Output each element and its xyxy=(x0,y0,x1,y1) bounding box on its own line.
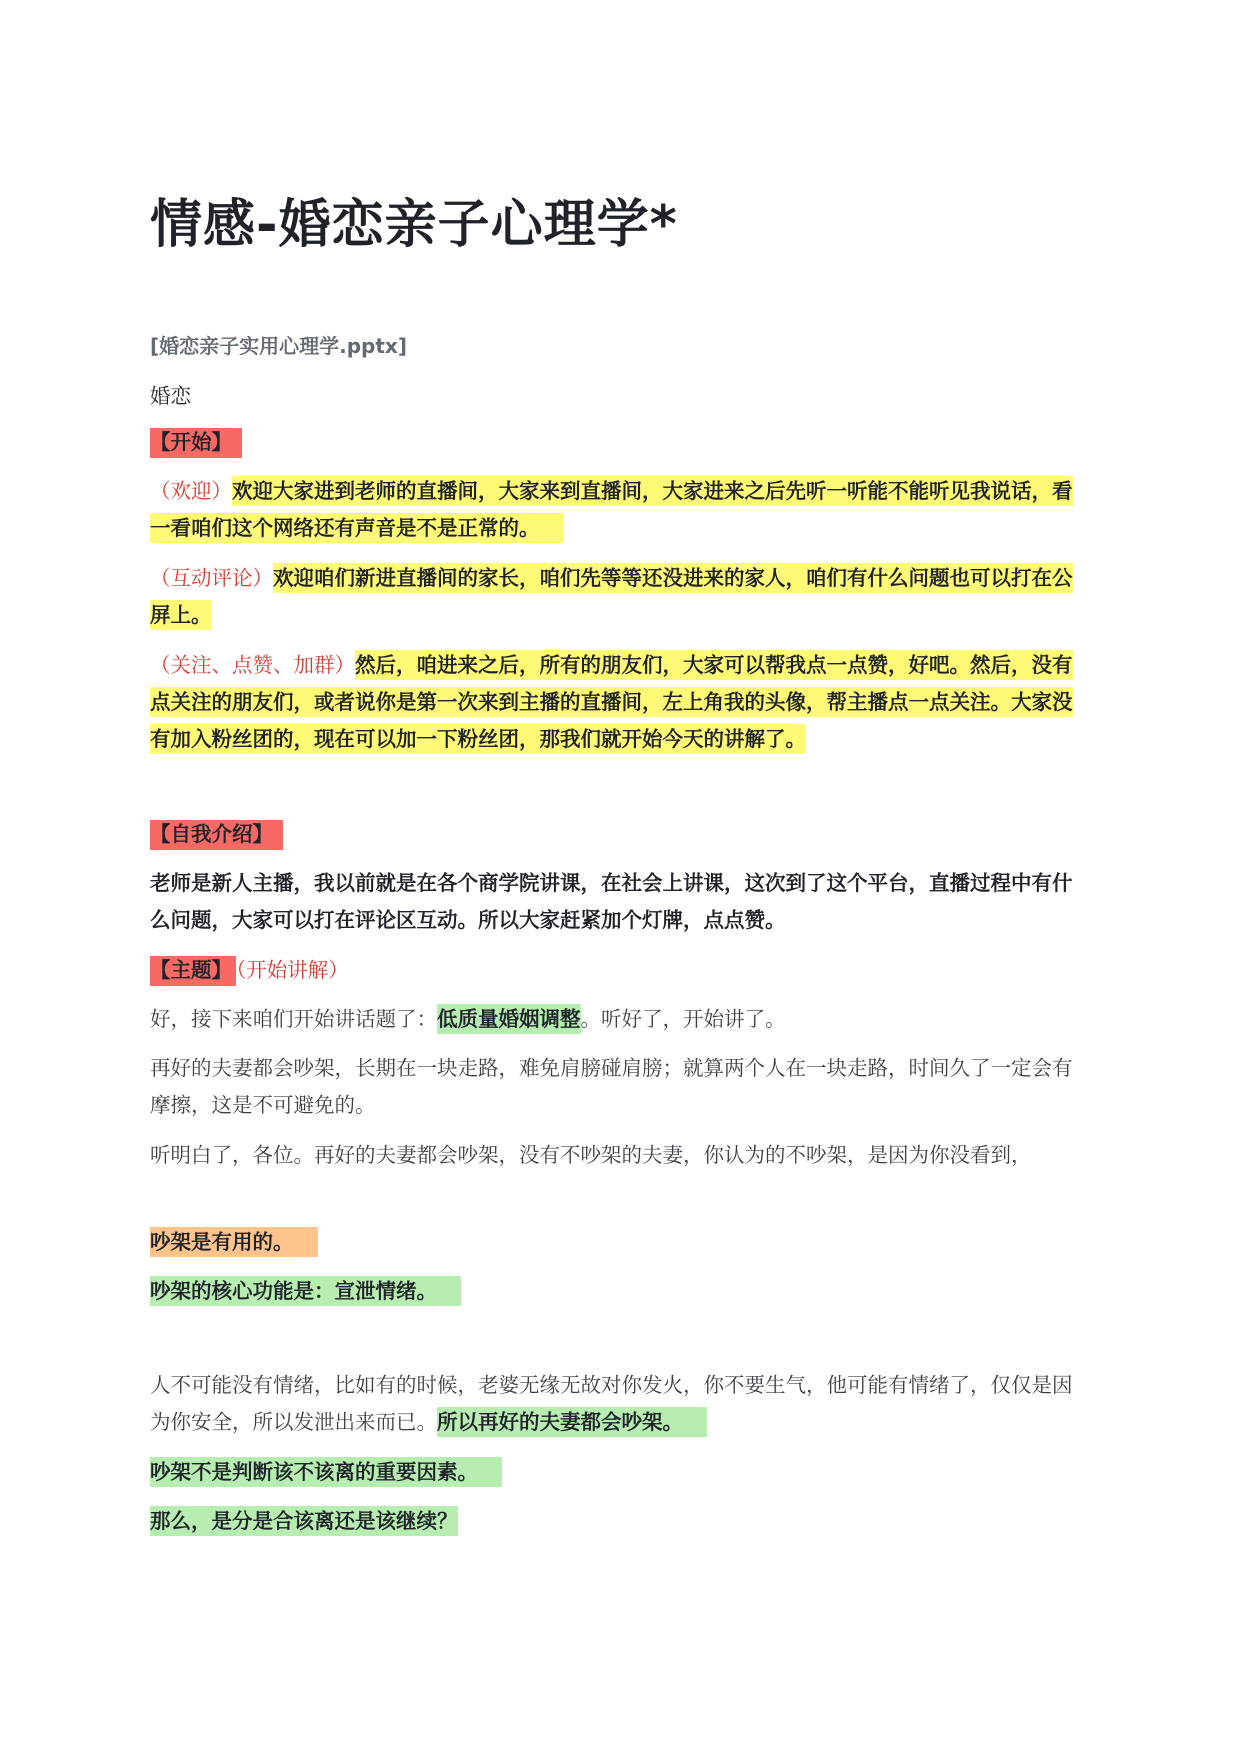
interact-paragraph xyxy=(150,560,1090,634)
paragraph-3-text: 人不可能没有情绪，比如有的时候，老婆无缘无故对你发火，你不要生气，他可能有情绪了，仅仅是因为你安全，所以发泄出来而已。 xyxy=(150,1373,1073,1434)
follow-label: （关注、点赞、加群） xyxy=(150,653,355,677)
section-label: 婚恋 xyxy=(150,384,191,408)
core-paragraph xyxy=(150,1273,1090,1310)
not-factor-paragraph xyxy=(150,1454,1090,1491)
topic-label: （开始讲解） xyxy=(236,958,349,982)
intro-text: 老师是新人主播，我以前就是在各个商学院讲课，在社会上讲课，这次到了这个平台，直播过程中有什么问题，大家可以打在评论区互动。所以大家赶紧加个灯牌，点点赞。 xyxy=(150,871,1073,932)
paragraph-2: 听明白了，各位。再好的夫妻都会吵架，没有不吵架的夫妻，你认为的不吵架，是因为你没看到， xyxy=(150,1143,1032,1167)
page-title: 情感-婚恋亲子心理学* xyxy=(150,195,678,255)
follow-paragraph xyxy=(150,647,1090,758)
intro-tag: 【自我介绍】 xyxy=(150,820,283,850)
topic-line-post: 。听好了，开始讲了。 xyxy=(580,1007,786,1031)
welcome-text: 欢迎大家进到老师的直播间，大家来到直播间，大家进来之后先听一听能不能听见我说话，看一看咱们这个网络还有声音是不是正常的。 xyxy=(150,476,1073,543)
paragraph-1: 再好的夫妻都会吵架，长期在一块走路，难免肩膀碰肩膀；就算两个人在一块走路，时间久了一定会有摩擦，这是不可避免的。 xyxy=(150,1056,1073,1117)
question-highlight: 那么，是分是合该离还是该继续？ xyxy=(150,1506,458,1536)
interact-label: （互动评论） xyxy=(150,566,273,590)
paragraph-3 xyxy=(150,1367,1090,1441)
useful-highlight: 吵架是有用的。 xyxy=(150,1227,318,1257)
topic-highlight: 低质量婚姻调整 xyxy=(437,1004,581,1034)
paragraph-3-highlight: 所以再好的夫妻都会吵架。 xyxy=(437,1407,707,1437)
topic-tag: 【主题】 xyxy=(150,956,236,986)
question-paragraph xyxy=(150,1503,1090,1540)
welcome-label: （欢迎） xyxy=(150,479,232,503)
not-factor-highlight: 吵架不是判断该不该离的重要因素。 xyxy=(150,1457,502,1487)
follow-text: 然后，咱进来之后，所有的朋友们，大家可以帮我点一点赞，好吧。然后，没有点关注的朋友们，或者说你是第一次来到主播的直播间，左上角我的头像，帮主播点一点关注。大家没有加入粉丝团的，现在可以加一下粉丝团，那我们就开始今天的讲解了。 xyxy=(150,650,1073,754)
intro-paragraph xyxy=(150,816,1090,853)
topic-line xyxy=(150,1001,1090,1038)
welcome-paragraph xyxy=(150,473,1090,547)
topic-paragraph xyxy=(150,952,1090,989)
core-highlight: 吵架的核心功能是：宣泄情绪。 xyxy=(150,1276,461,1306)
useful-paragraph xyxy=(150,1224,1090,1261)
interact-text: 欢迎咱们新进直播间的家长，咱们先等等还没进来的家人，咱们有什么问题也可以打在公屏上。 xyxy=(150,563,1073,630)
attachment-link[interactable]: [婚恋亲子实用心理学.pptx] xyxy=(150,334,407,358)
start-tag: 【开始】 xyxy=(150,428,242,458)
topic-line-pre: 好，接下来咱们开始讲话题了： xyxy=(150,1007,437,1031)
start-paragraph xyxy=(150,424,1090,461)
